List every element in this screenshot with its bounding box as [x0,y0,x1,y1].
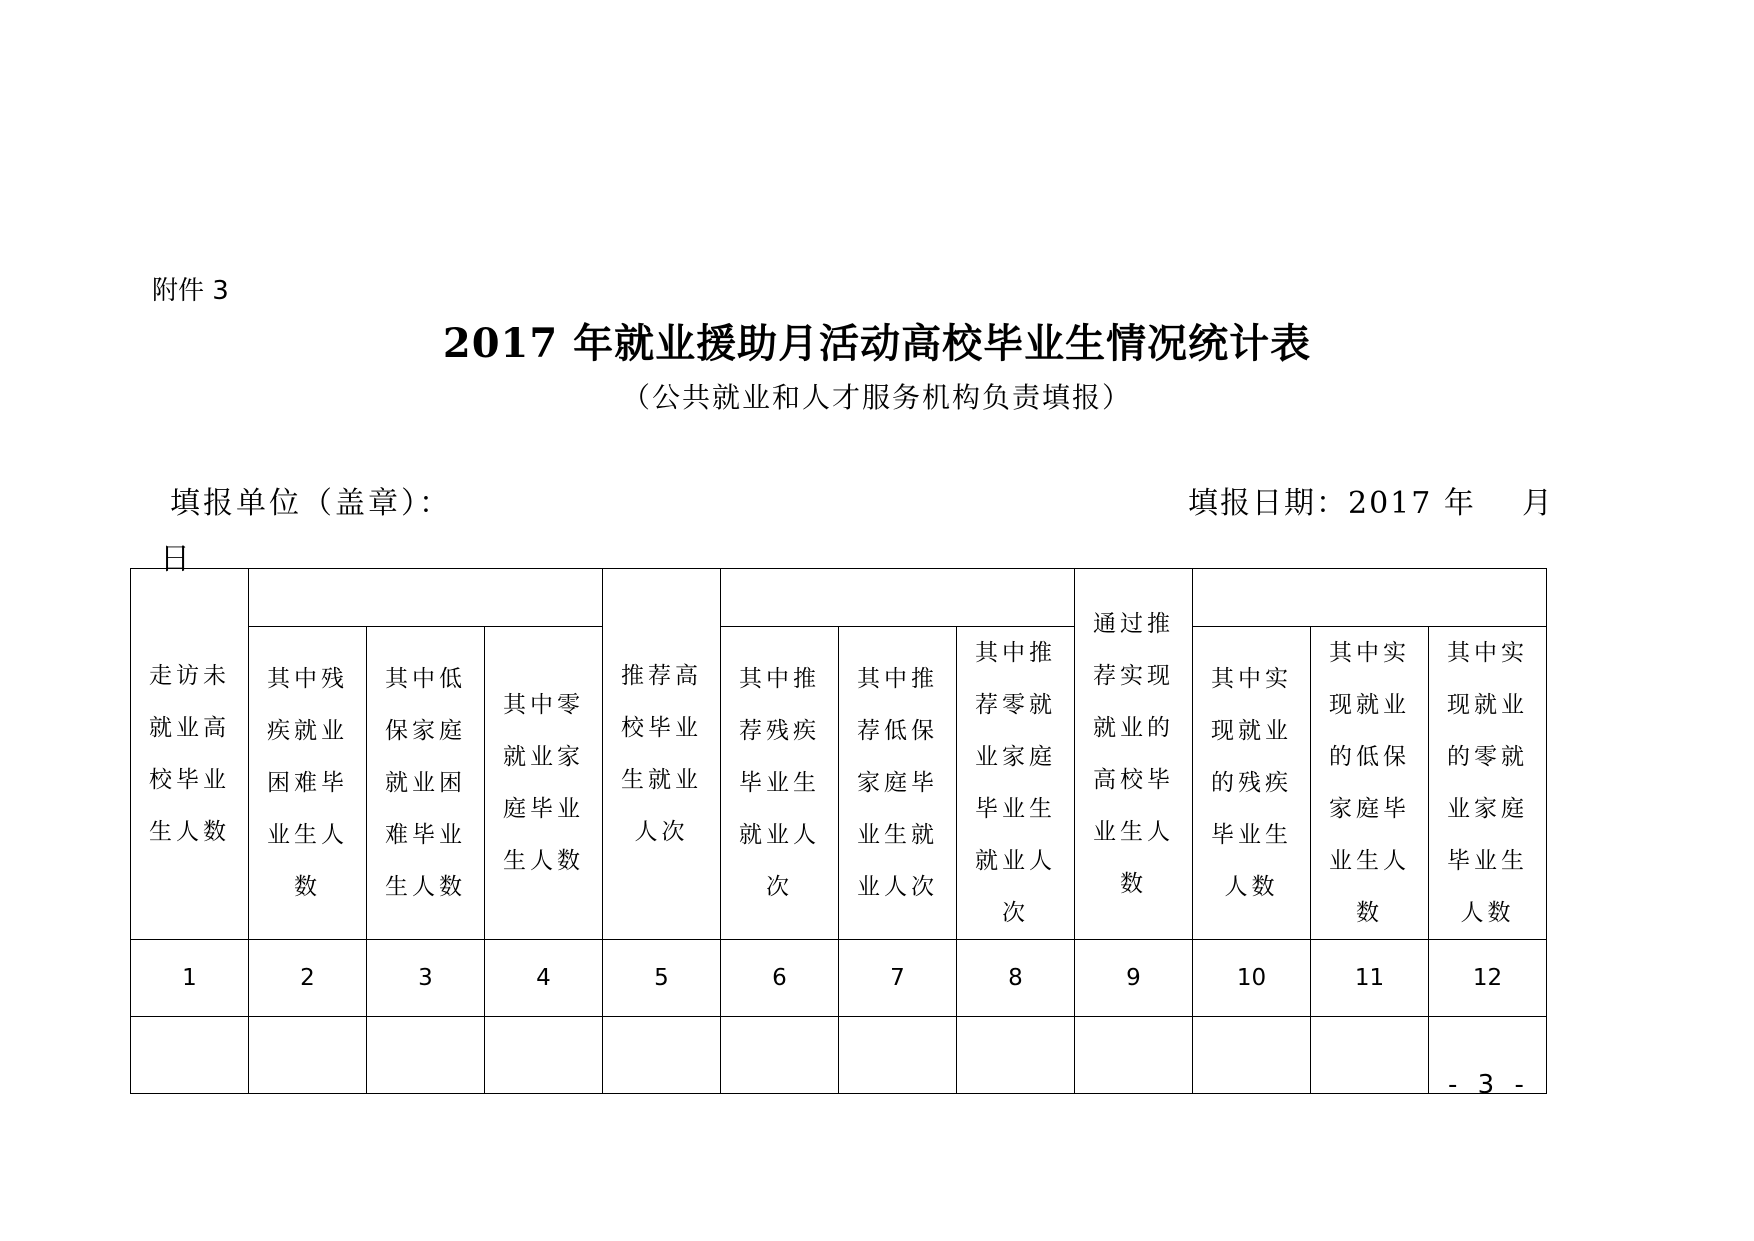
header-cell [249,627,367,940]
column-number: 4 [485,940,603,1017]
column-number: 1 [131,940,249,1017]
column-number: 12 [1429,940,1547,1017]
data-entry-cell[interactable] [1193,1017,1311,1094]
fill-date-day: 日 [160,542,190,577]
data-entry-row [131,1017,1547,1094]
header-text: 其中残疾就业困难毕业生人数 [267,666,348,900]
header-cell [1193,627,1311,940]
page-subtitle: （公共就业和人才服务机构负责填报） [621,381,1132,414]
header-text: 其中低保家庭就业困难毕业生人数 [385,666,466,900]
column-number: 3 [367,940,485,1017]
data-entry-cell[interactable] [131,1017,249,1094]
header-text: 其中零就业家庭毕业生人数 [503,692,584,874]
data-entry-cell[interactable] [1311,1017,1429,1094]
header-text: 通过推荐实现就业的高校毕业生人数 [1093,611,1174,897]
header-cell [957,627,1075,940]
data-entry-cell[interactable] [367,1017,485,1094]
data-entry-cell[interactable] [1075,1017,1193,1094]
header-text: 其中推荐低保家庭毕业生就业人次 [857,666,938,900]
column-number: 9 [1075,940,1193,1017]
group-cell [721,569,1075,627]
column-number: 7 [839,940,957,1017]
table-group-row [131,569,1547,627]
header-cell [485,627,603,940]
page-title: 2017 年就业援助月活动高校毕业生情况统计表 [442,320,1312,367]
header-cell [1075,569,1193,940]
column-number: 10 [1193,940,1311,1017]
header-cell [1311,627,1429,940]
group-cell [249,569,603,627]
column-number: 6 [721,940,839,1017]
column-number: 2 [249,940,367,1017]
page-number: - 3 - [1448,1070,1530,1100]
attachment-label: 附件 3 [152,276,229,306]
header-text: 其中推荐零就业家庭毕业生就业人次 [975,640,1056,926]
fill-date-label: 填报日期：2017 年 月 [1188,486,1555,521]
group-cell [1193,569,1547,627]
column-number: 11 [1311,940,1429,1017]
header-text: 其中实现就业的零就业家庭毕业生人数 [1447,640,1528,926]
column-number: 5 [603,940,721,1017]
header-text: 其中推荐残疾毕业生就业人次 [739,666,820,900]
header-cell [367,627,485,940]
table-header-row [131,627,1547,940]
statistics-table [130,568,1547,1094]
data-entry-cell[interactable] [839,1017,957,1094]
data-entry-cell[interactable] [721,1017,839,1094]
column-number: 8 [957,940,1075,1017]
fill-unit-label: 填报单位（盖章）： [170,486,452,521]
header-cell [839,627,957,940]
header-cell [721,627,839,940]
data-entry-cell[interactable] [485,1017,603,1094]
data-entry-cell[interactable] [957,1017,1075,1094]
column-number-row [131,940,1547,1017]
header-cell [603,569,721,940]
header-text: 其中实现就业的残疾毕业生人数 [1211,666,1292,900]
header-cell [1429,627,1547,940]
data-entry-cell[interactable] [603,1017,721,1094]
header-text: 推荐高校毕业生就业人次 [621,663,702,845]
header-text: 其中实现就业的低保家庭毕业生人数 [1329,640,1410,926]
header-cell [131,569,249,940]
header-text: 走访未就业高校毕业生人数 [149,663,230,845]
data-entry-cell[interactable] [249,1017,367,1094]
